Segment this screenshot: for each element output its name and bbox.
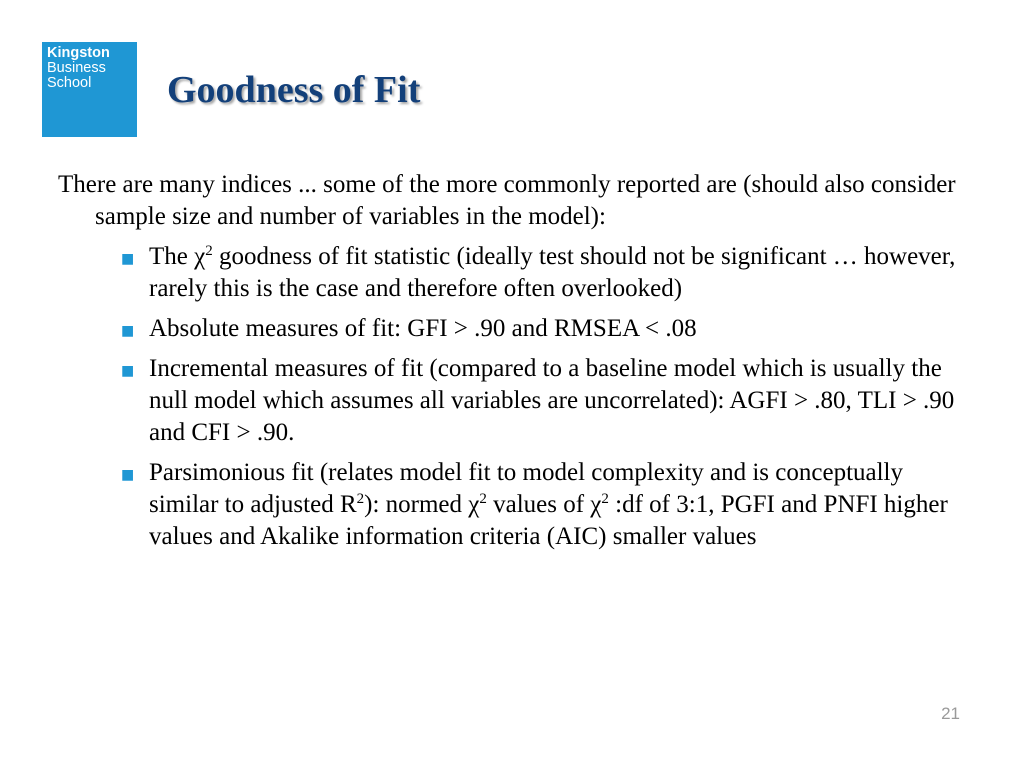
- intro-paragraph: There are many indices ... some of the more commonly reported are (should also consider sample size and number of variables in the model):: [58, 171, 956, 230]
- bullet-text: Absolute measures of fit: GFI > .90 and RMSEA < .08: [149, 315, 697, 342]
- page-number: 21: [941, 704, 960, 723]
- bullet-text: :df of 3:1, PGFI and PNFI higher values and Akalike information criteria (AIC) smaller values: [149, 491, 948, 550]
- slide-body: [58, 169, 968, 561]
- list-item-chi-square: [121, 241, 968, 305]
- bullet-text: goodness of fit statistic (ideally test should not be significant … however, rarely this is the case and therefore often overlooked): [149, 243, 956, 302]
- bullet-text: The χ: [149, 243, 206, 270]
- superscript: 2: [205, 243, 213, 259]
- logo-line-business: Business: [47, 60, 106, 76]
- bullet-text: ): normed χ: [364, 491, 480, 518]
- square-bullet-icon: ■: [121, 251, 135, 267]
- logo-line-school: School: [47, 75, 92, 91]
- superscript: 2: [601, 491, 609, 507]
- square-bullet-icon: ■: [121, 467, 135, 483]
- fit-indices-list: [58, 241, 968, 553]
- square-bullet-icon: ■: [121, 363, 135, 379]
- superscript: 2: [479, 491, 487, 507]
- superscript: 2: [356, 491, 365, 507]
- bullet-text: values of χ: [486, 491, 602, 518]
- bullet-text: Incremental measures of fit (compared to a baseline model which is usually the null model which assumes all variables are uncorrelated): AGFI > .80, TLI > .90 and CFI > .90.: [149, 355, 955, 446]
- kingston-business-school-logo: [42, 42, 137, 137]
- list-item-absolute-measures: [121, 313, 968, 345]
- square-bullet-icon: ■: [121, 323, 135, 339]
- list-item-parsimonious-fit: [121, 457, 968, 553]
- logo-line-kingston: Kingston: [47, 45, 110, 61]
- list-item-incremental-measures: [121, 353, 968, 449]
- slide-title: Goodness of Fit: [167, 69, 421, 111]
- bullet-text: Parsimonious fit (relates model fit to model complexity and is conceptually similar to adjusted R: [149, 459, 904, 518]
